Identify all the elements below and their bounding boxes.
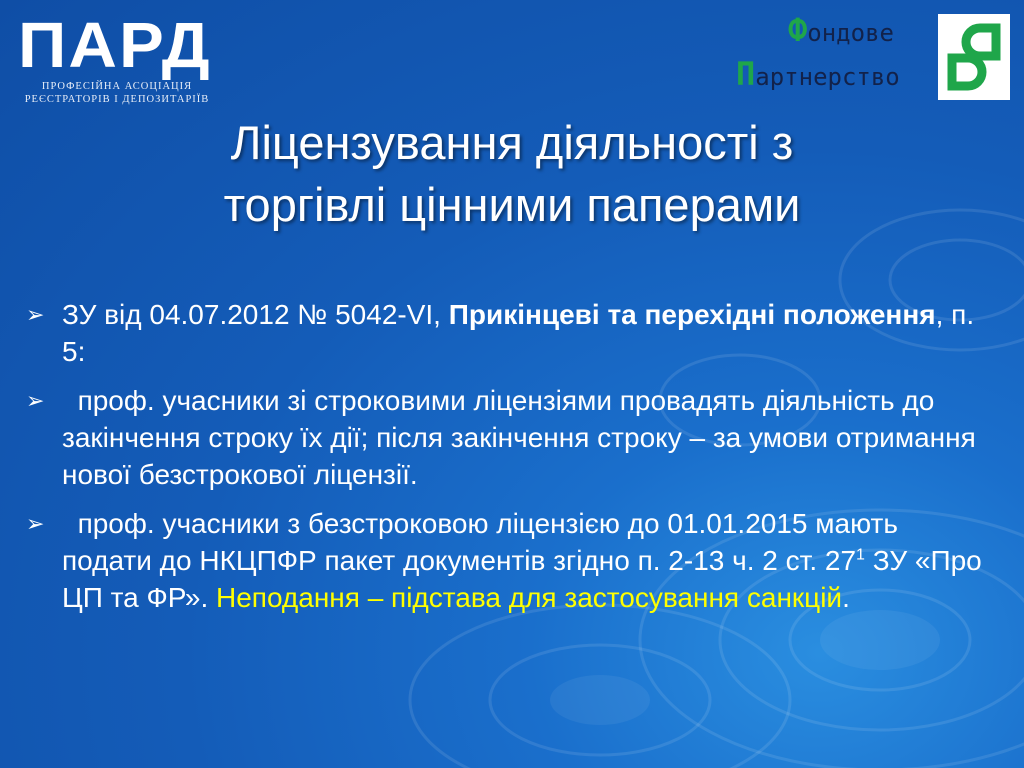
bullet-arrow-icon: ➢ <box>26 302 45 327</box>
bullet-1-tail: , п. 5: <box>62 299 975 367</box>
fp-logo-line2-rest: артнерство <box>755 63 900 91</box>
bullet-3-text: проф. учасники з безстроковою ліцензією до 01.01.2015 мають подати до НКЦПФР пакет документів згідно п. 2-13 ч. 2 ст. 27 <box>62 508 906 576</box>
bullet-3-highlight: Неподання – підстава для застосування санкцій <box>216 582 843 613</box>
bullet-item <box>26 505 995 616</box>
bullet-3-superscript: 1 <box>856 546 865 564</box>
pard-logo-subtitle-line2: РЕЄСТРАТОРІВ І ДЕПОЗИТАРІЇВ <box>24 94 210 105</box>
fp-logo-line1 <box>788 11 894 49</box>
slide-title-line1: Ліцензування діяльності з <box>230 116 794 169</box>
bullet-list <box>26 296 995 628</box>
fp-logo-line1-rest: ондове <box>807 19 894 47</box>
bullet-item <box>26 382 995 493</box>
pard-logo <box>12 10 222 110</box>
bullet-arrow-icon: ➢ <box>26 388 45 413</box>
bullet-1-text: ЗУ від 04.07.2012 № 5042-VI, <box>62 299 449 330</box>
bullet-item <box>26 296 995 370</box>
slide-title-line2: торгівлі цінними паперами <box>223 178 801 231</box>
pard-logo-subtitle <box>12 80 222 106</box>
fp-logo-line2 <box>736 55 900 93</box>
bullet-arrow-icon: ➢ <box>26 511 45 536</box>
bullet-3-text-cont: ЗУ «Про ЦП та ФР». <box>62 545 982 613</box>
bullet-1-bold: Прикінцеві та перехідні положення <box>448 299 936 330</box>
pard-logo-subtitle-line1: ПРОФЕСІЙНА АСОЦІАЦІЯ <box>41 81 193 92</box>
fp-logo-line2-cap: П <box>736 55 756 93</box>
fondove-partnerstvo-logo <box>732 8 1012 98</box>
bullet-3-tail: . <box>842 582 850 613</box>
fp-logo-line1-cap: Ф <box>788 11 808 49</box>
fp-logo-icon <box>938 14 1010 100</box>
slide-title <box>60 112 964 236</box>
bullet-2-text: проф. учасники зі строковими ліцензіями провадять діяльність до закінчення строку їх дії; після закінчення строку – за умови отримання нової безстрокової ліцензії. <box>62 385 984 490</box>
pard-logo-wordmark: ПАРД <box>18 9 212 81</box>
